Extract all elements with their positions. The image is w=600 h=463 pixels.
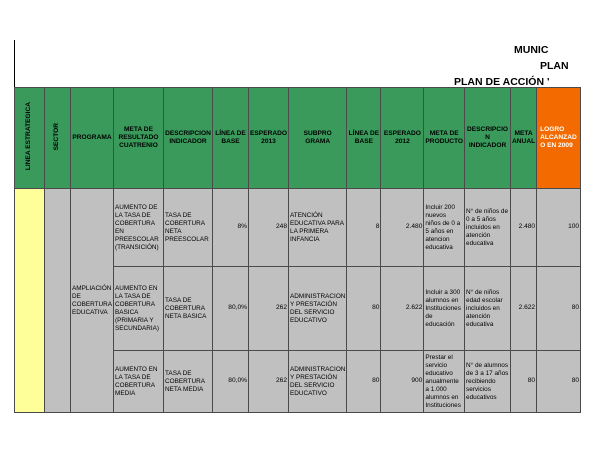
header-descripcion-indicador[interactable]: DESCRIPCION INDICADOR	[164, 88, 213, 189]
cell-meta-producto[interactable]: Incluir a 300 alumnos en Instituciones de educación	[424, 267, 465, 351]
header-linea-base-2[interactable]: LÍNEA DE BASE	[347, 88, 381, 189]
cell-meta-producto[interactable]: Incluir 200 nuevos niños de 0 a 5 años en atencion educativa	[424, 189, 465, 267]
table-row	[15, 189, 581, 267]
cell-linea-base[interactable]: 80,0%	[213, 351, 249, 413]
action-plan-table	[14, 87, 581, 413]
cell-subprograma[interactable]: ATENCIÓN EDUCATIVA PARA LA PRIMERA INFANCIA	[289, 189, 347, 267]
cell-indicador-producto[interactable]: N° de niños edad escolar incluidos en atención educativa	[465, 267, 511, 351]
header-meta-resultado[interactable]: META DE RESULTADO CUATRENIO	[114, 88, 164, 189]
sheet-titles	[14, 40, 600, 90]
header-meta-anual[interactable]: META ANUAL	[511, 88, 537, 189]
cell-linea-base-2[interactable]: 80	[347, 351, 381, 413]
header-programa[interactable]: PROGRAMA	[71, 88, 114, 189]
cell-linea-base-2[interactable]: 8	[347, 189, 381, 267]
cell-sector[interactable]	[45, 189, 71, 413]
header-linea-base[interactable]: LÍNEA DE BASE	[213, 88, 249, 189]
cell-indicador[interactable]: TASA DE COBERTURA NETA PREESCOLAR	[164, 189, 213, 267]
cell-esperado-2012[interactable]: 2.480	[381, 189, 424, 267]
cell-indicador-producto[interactable]: N° de niños de 0 a 5 años incluidos en atención educativa	[465, 189, 511, 267]
header-linea-estrategica[interactable]: LINEA ESTRATEGICA	[15, 88, 45, 189]
header-row	[15, 88, 581, 189]
cell-subprograma[interactable]: ADMINISTRACION Y PRESTACIÓN DEL SERVICIO EDUCATIVO	[289, 267, 347, 351]
cell-esperado-2013[interactable]: 248	[249, 189, 289, 267]
cell-linea-base[interactable]: 8%	[213, 189, 249, 267]
cell-esperado-2013[interactable]: 262	[249, 351, 289, 413]
title-municipio: MUNIC	[514, 44, 549, 56]
header-esperado-2013[interactable]: ESPERADO 2013	[249, 88, 289, 189]
cell-linea-estrategica[interactable]	[15, 189, 45, 413]
cell-logro[interactable]: 80	[537, 351, 581, 413]
header-logro-alcanzado[interactable]: LOGRO ALCANZAD O EN 2009	[537, 88, 581, 189]
cell-meta-producto[interactable]: Prestar el servicio educativo anualmente a 1.000 alumnos en Instituciones	[424, 351, 465, 413]
cell-meta-resultado[interactable]: AUMENTO EN LA TASA DE COBERTURA MEDIA	[114, 351, 164, 413]
cell-indicador-producto[interactable]: N° de alumnos de 3 a 17 años recibiendo servicios educativos	[465, 351, 511, 413]
cell-subprograma[interactable]: ADMINISTRACION Y PRESTACIÓN DEL SERVICIO EDUCATIVO	[289, 351, 347, 413]
header-esperado-2012[interactable]: ESPERADO 2012	[381, 88, 424, 189]
header-sector[interactable]: SECTOR	[45, 88, 71, 189]
cell-meta-anual[interactable]: 2.622	[511, 267, 537, 351]
cell-meta-resultado[interactable]: AUMENTO EN LA TASA DE COBERTURA BASICA (PRIMARIA Y SECUNDARIA)	[114, 267, 164, 351]
header-descripcion-indicador-2[interactable]: DESCRIPCIO N INDICADOR	[465, 88, 511, 189]
sheet-left-border	[14, 40, 15, 87]
title-plan: PLAN	[540, 60, 569, 72]
cell-programa[interactable]: AMPLIACIÓN DE COBERTURA EDUCATIVA	[71, 189, 114, 413]
cell-meta-anual[interactable]: 80	[511, 351, 537, 413]
cell-logro[interactable]: 100	[537, 189, 581, 267]
header-meta-producto[interactable]: META DE PRODUCTO	[424, 88, 465, 189]
header-subprograma[interactable]: SUBPRO GRAMA	[289, 88, 347, 189]
cell-meta-anual[interactable]: 2.480	[511, 189, 537, 267]
cell-logro[interactable]: 80	[537, 267, 581, 351]
cell-linea-base-2[interactable]: 80	[347, 267, 381, 351]
cell-indicador[interactable]: TASA DE COBERTURA NETA BASICA	[164, 267, 213, 351]
cell-esperado-2012[interactable]: 900	[381, 351, 424, 413]
cell-esperado-2012[interactable]: 2.622	[381, 267, 424, 351]
cell-linea-base[interactable]: 80,0%	[213, 267, 249, 351]
cell-indicador[interactable]: TASA DE COBERTURA NETA MEDIA	[164, 351, 213, 413]
cell-esperado-2013[interactable]: 262	[249, 267, 289, 351]
title-plan-de-accion: PLAN DE ACCIÓN '	[454, 76, 550, 88]
cell-meta-resultado[interactable]: AUMENTO DE LA TASA DE COBERTURA EN PREESCOLAR (TRANSICIÓN)	[114, 189, 164, 267]
